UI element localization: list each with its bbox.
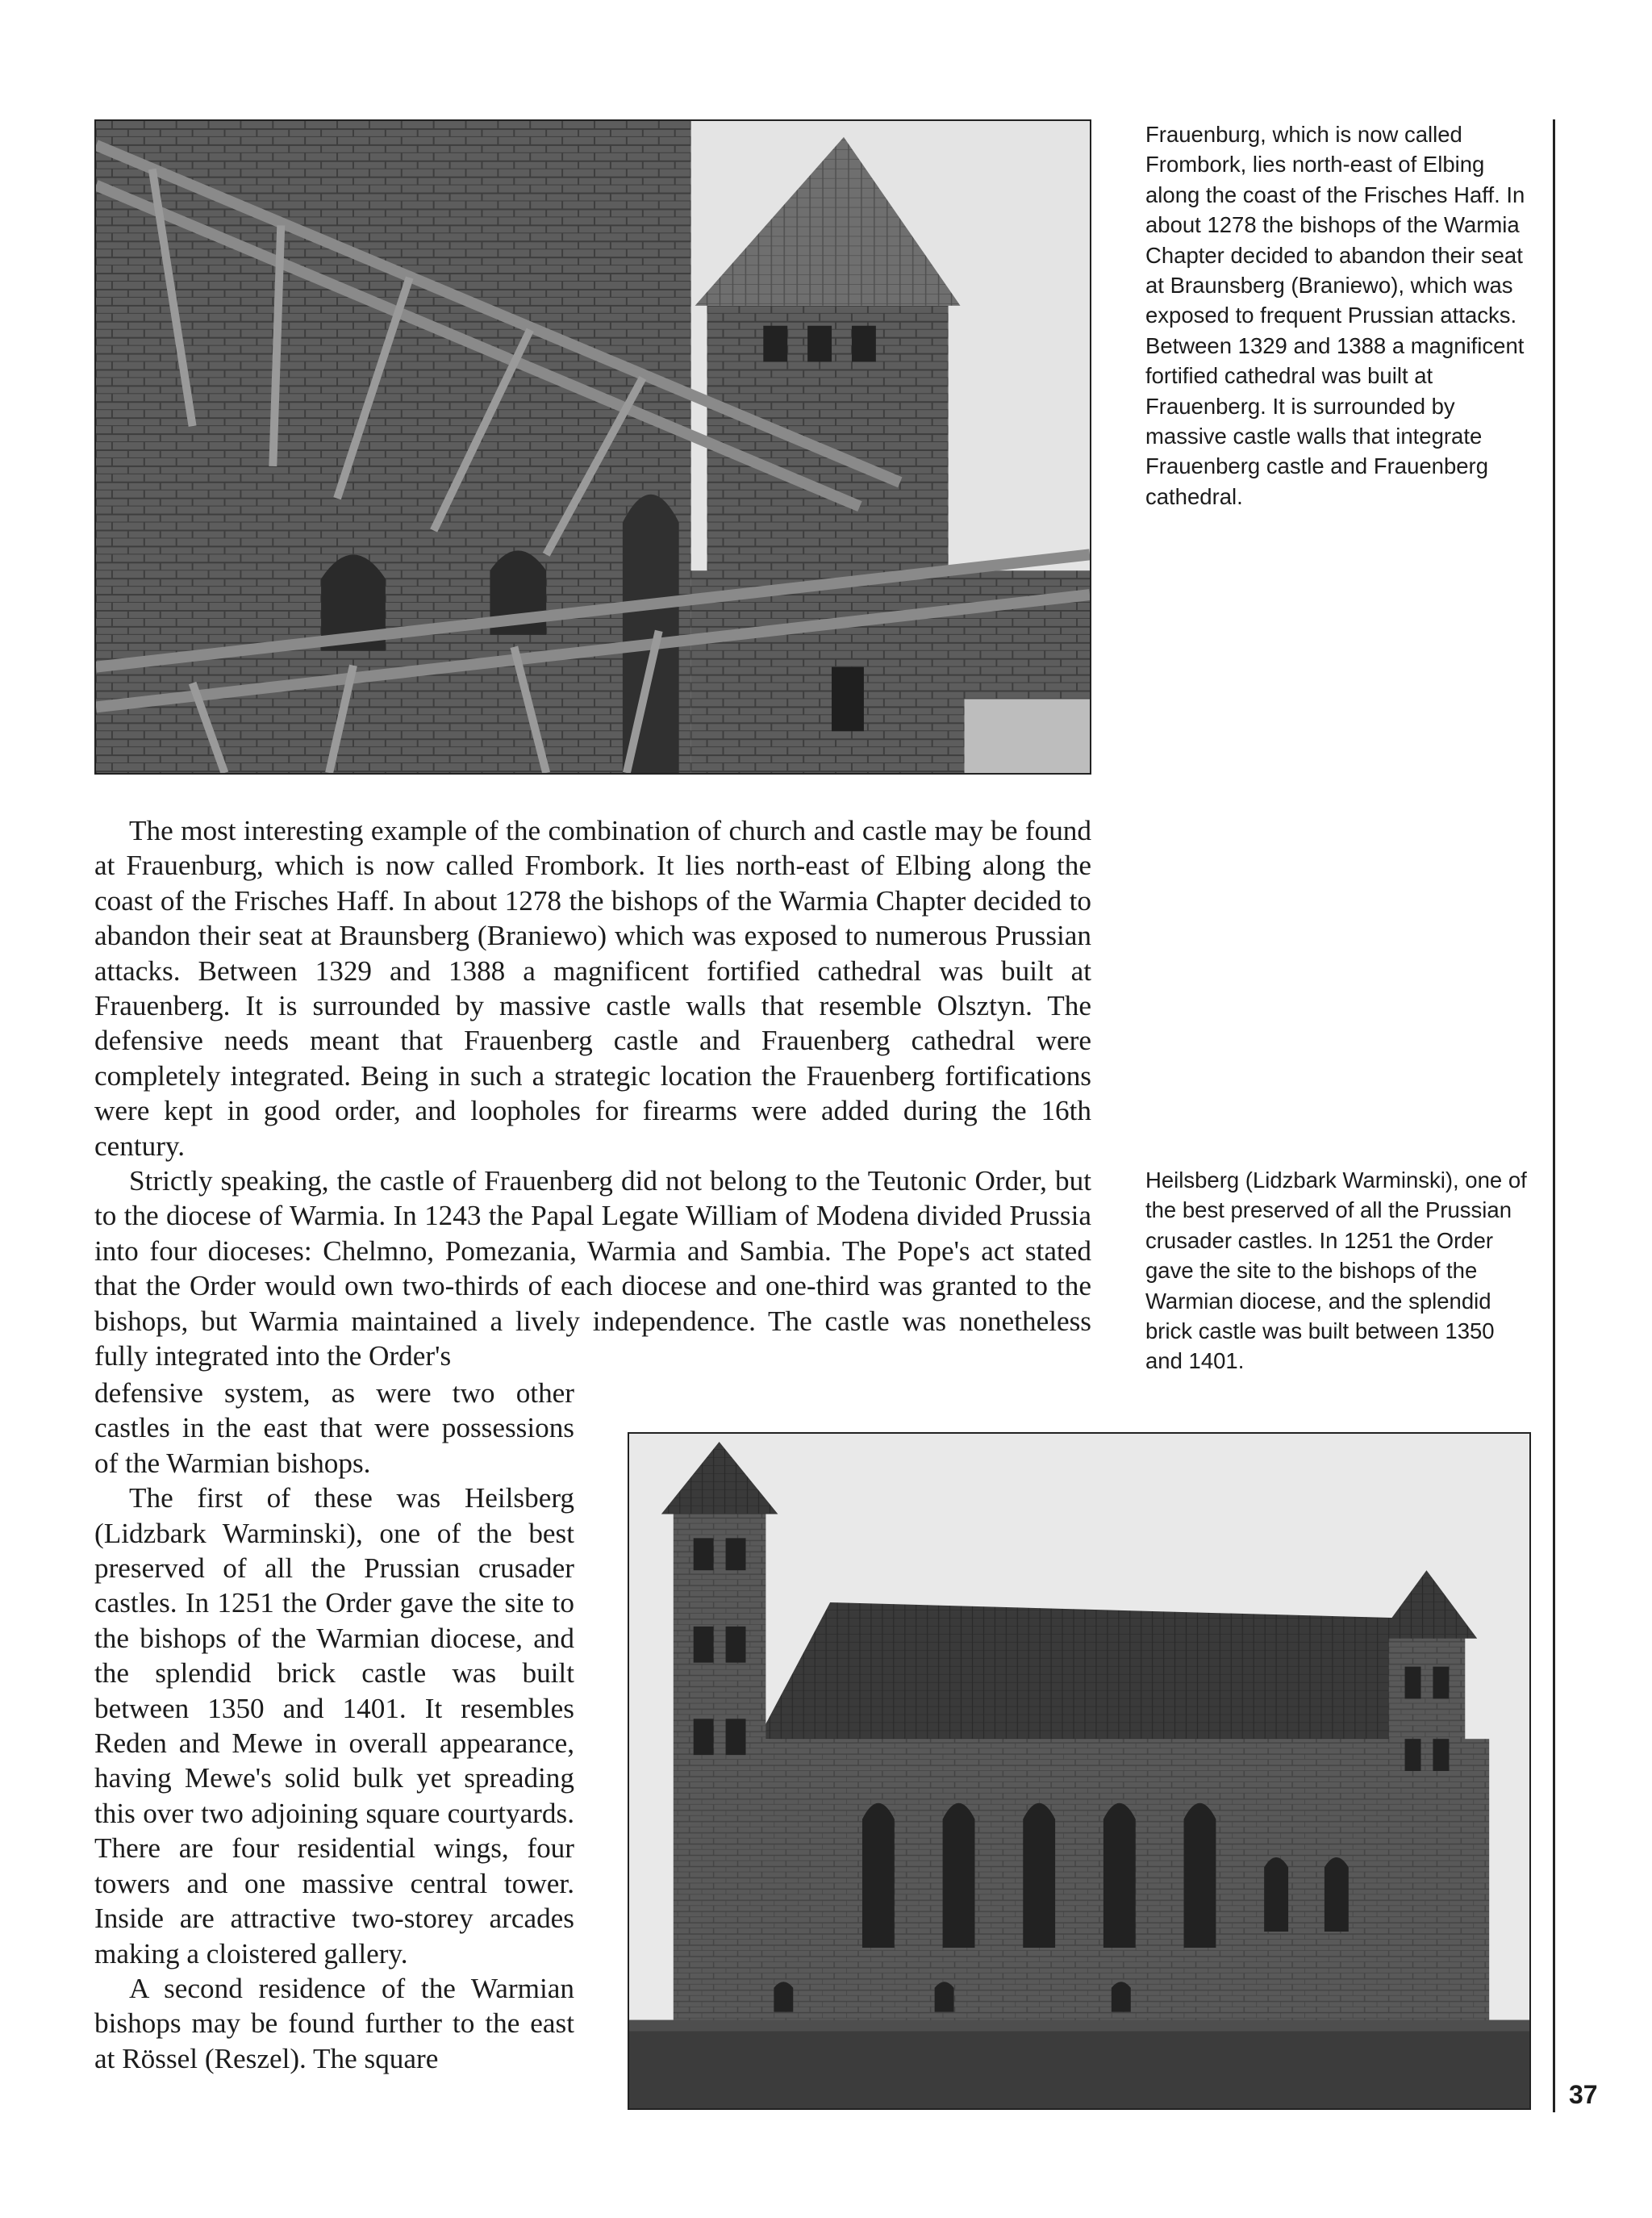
paragraph-defensive-system: defensive system, as were two other castles in the east that were possessions of the Warmian bishops. xyxy=(94,1377,574,1479)
page-number: 37 xyxy=(1569,2080,1598,2109)
margin-rule xyxy=(1553,119,1555,2112)
body-text-wide xyxy=(94,813,1091,1374)
body-text-narrow xyxy=(94,1376,574,2076)
paragraph-rossel: A second residence of the Warmian bishops may be found further to the east at Rössel (Reszel). The square xyxy=(94,1972,574,2074)
heilsberg-castle-photo xyxy=(628,1432,1531,2110)
castle-courtyard-photo xyxy=(94,119,1091,775)
bottom-photo-caption: Heilsberg (Lidzbark Warminski), one of the best preserved of all the Prussian crusader castles. In 1251 the Order gave the site to the bishops of the Warmian diocese, and the splendid brick castle was built between 1350 and 1401. xyxy=(1145,1167,1527,1374)
paragraph-frauenburg: The most interesting example of the combination of church and castle may be found at Frauenburg, which is now called Frombork. It lies north-east of Elbing along the coast of the Frisches Haff. In about 1278 the bishops of the Warmia Chapter decided to abandon their seat at Braunsberg (Braniewo) which was exposed to numerous Prussian attacks. Between 1329 and 1388 a magnificent fortified cathedral was built at Frauenberg. It is surrounded by massive castle walls that resemble Olsztyn. The defensive needs meant that Frauenberg castle and Frauenberg cathedral were completely integrated. Being in such a strategic location the Frauenberg fortifications were kept in good order, and loopholes for firearms were added during the 16th century. xyxy=(94,815,1091,1162)
paragraph-heilsberg: The first of these was Heilsberg (Lidzbark Warminski), one of the best preserved of all the Prussian crusader castles. In 1251 the Order gave the site to the bishops of the Warmian diocese, and the splendid brick castle was built between 1350 and 1401. It resembles Reden and Mewe in overall appearance, having Mewe's solid bulk yet spreading this over two adjoining square courtyards. There are four residential wings, four towers and one massive central tower. Inside are attractive two-storey arcades making a cloistered gallery. xyxy=(94,1482,574,1969)
top-photo-caption: Frauenburg, which is now called Frombork, lies north-east of Elbing along the coast of the Frisches Haff. In about 1278 the bishops of the Warmia Chapter decided to abandon their seat at Braunsberg (Braniewo), which was exposed to frequent Prussian attacks. Between 1329 and 1388 a magnificent fortified cathedral was built at Frauenberg. It is surrounded by massive castle walls that integrate Frauenberg castle and Frauenberg cathedral. xyxy=(1145,122,1525,509)
paragraph-warmia-diocese: Strictly speaking, the castle of Frauenberg did not belong to the Teutonic Order, but to the diocese of Warmia. In 1243 the Papal Legate William of Modena divided Prussia into four dioceses: Chelmno, Pomezania, Warmia and Sambia. The Pope's act stated that the Order would own two-thirds of each diocese and one-third was granted to the bishops, but Warmia maintained a lively independence. The castle was nonetheless fully integrated into the Order's xyxy=(94,1165,1091,1372)
